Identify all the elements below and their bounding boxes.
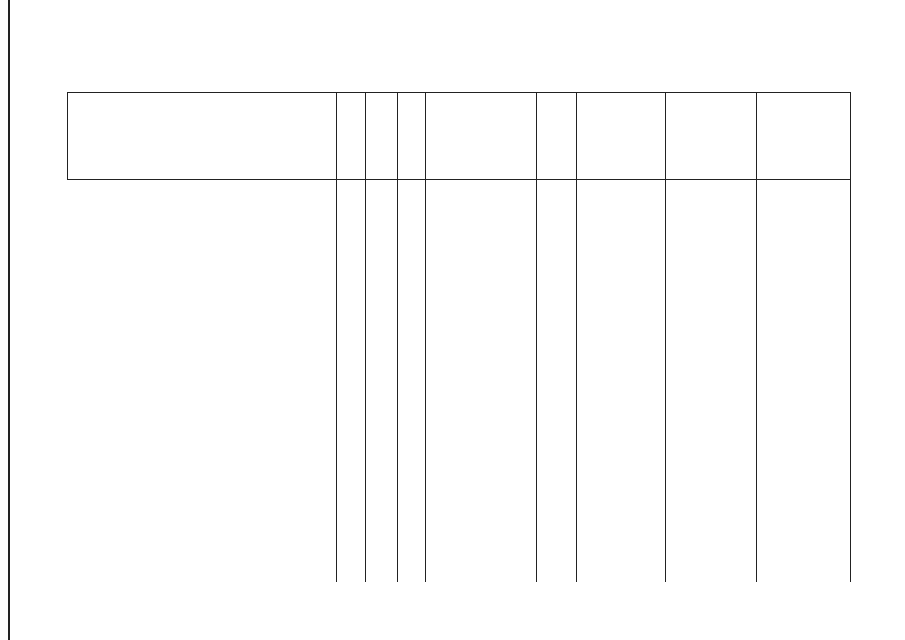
header-celevaya xyxy=(426,93,537,179)
header-2023 xyxy=(666,93,757,179)
scan-edge-line xyxy=(8,0,10,640)
header-vedomstvo xyxy=(337,93,366,179)
header-podrazdel xyxy=(398,93,426,179)
header-name xyxy=(68,93,337,179)
table-header xyxy=(67,92,851,180)
header-2022 xyxy=(577,93,666,179)
header-gruppa xyxy=(537,93,577,179)
header-2024 xyxy=(757,93,850,179)
header-razdel xyxy=(366,93,398,179)
